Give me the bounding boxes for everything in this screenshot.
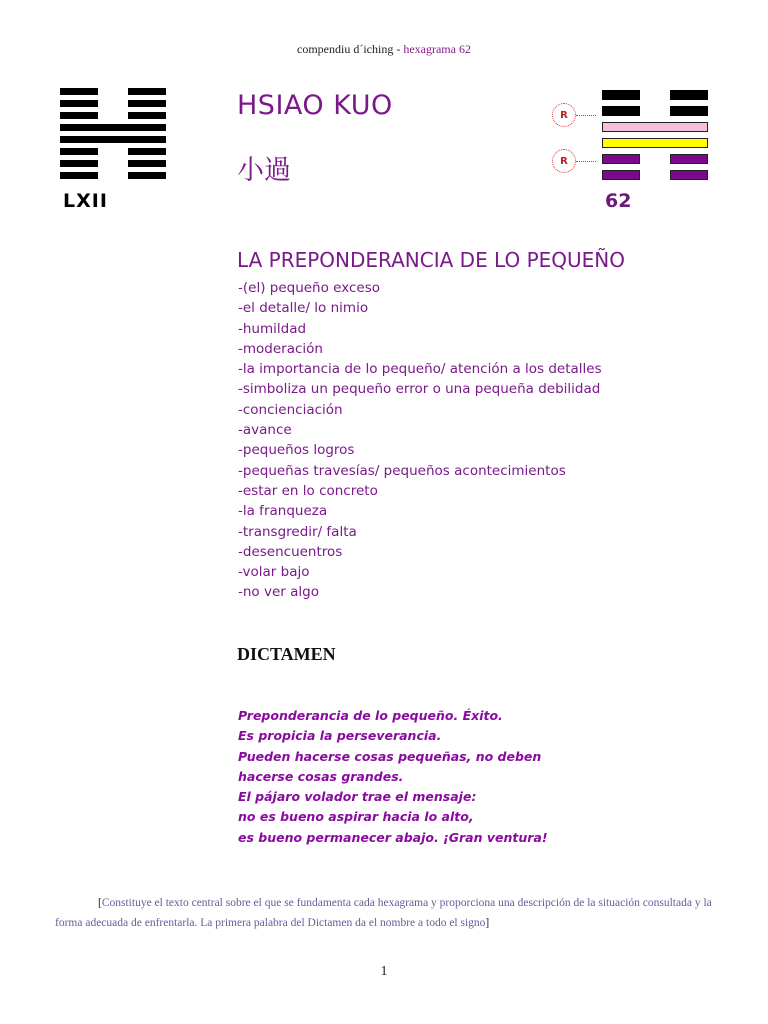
hexagram-line-yang-yellow [602,138,708,148]
meaning-item: -simboliza un pequeño error o una pequeña debilidad [238,381,601,398]
hexagram-line-yin [602,106,708,116]
header-hexagram-link: hexagrama 62 [403,42,471,56]
header-prefix: compendiu d´iching - [297,42,404,56]
hexagram-glyph-left [60,88,166,184]
hexagram-line-yin [60,160,166,167]
meaning-item: -volar bajo [238,564,310,581]
hexagram-line-yin [60,88,166,95]
meaning-item: -(el) pequeño exceso [238,280,381,296]
meanings-list [238,278,602,603]
hexagram-line-yang [60,136,166,143]
note-text: Constituye el texto central sobre el que se fundamenta cada hexagrama y proporciona una descripción de la situación consultada y la forma adecuada de enfrentarla. La primera palabra del Dictamen da el nombre a todo el signo [55,897,712,929]
dictamen-line: Preponderancia de lo pequeño. Éxito. [238,708,503,723]
page-number: 1 [380,964,388,979]
dictamen-line: hacerse cosas grandes. [238,768,404,784]
meaning-item: -desencuentros [238,543,343,560]
hexagram-roman-numeral: LXII [63,190,108,212]
meaning-item: -pequeñas travesías/ pequeños acontecimientos [238,462,566,479]
dictamen-line: no es bueno aspirar hacia lo alto, [238,809,474,825]
meaning-item: -no ver algo [238,584,319,601]
hexagram-line-yin-purple [602,170,708,180]
dictamen-line: Pueden hacerse cosas pequeñas, no deben [238,748,542,764]
hexagram-line-yin-purple [602,154,708,164]
note-close-bracket: ] [485,917,490,929]
hexagram-line-yin [60,172,166,179]
hexagram-line-yin [60,148,166,155]
hexagram-glyph-right [602,90,708,186]
hexagram-line-yin [602,90,708,100]
meaning-item: -humildad [238,320,307,337]
meaning-item: -concienciación [238,401,343,418]
hexagram-line-yin [60,112,166,119]
hexagram-subtitle: LA PREPONDERANCIA DE LO PEQUEÑO [237,248,626,272]
ruler-marker-connector [576,115,596,116]
hexagram-chinese-name: 小過 [237,155,291,186]
meaning-item: -avance [238,422,292,439]
note-open-bracket: [ [98,897,102,909]
hexagram-line-yang-pink [602,122,708,132]
hexagram-line-yin [60,100,166,107]
meaning-item: -el detalle/ lo nimio [238,300,369,317]
running-header [0,42,768,57]
dictamen-line: El pájaro volador trae el mensaje: [238,789,477,805]
hexagram-number: 62 [605,190,632,212]
meaning-item: -pequeños logros [238,442,355,459]
dictamen-explanatory-note [55,893,715,933]
ruler-marker-upper: R [552,103,576,127]
hexagram-title: HSIAO KUO [237,90,393,121]
ruler-marker-lower: R [552,149,576,173]
meaning-item: -la franqueza [238,503,328,520]
dictamen-heading: DICTAMEN [237,644,336,664]
ruler-marker-connector [576,161,596,162]
meaning-item: -estar en lo concreto [238,482,378,499]
hexagram-line-yang [60,124,166,131]
meaning-item: -moderación [238,340,323,357]
dictamen-line: es bueno permanecer abajo. ¡Gran ventura! [238,829,548,845]
dictamen-line: Es propicia la perseverancia. [238,728,442,744]
meaning-item: -la importancia de lo pequeño/ atención a los detalles [238,361,602,378]
meaning-item: -transgredir/ falta [238,523,357,540]
dictamen-verse [238,706,548,848]
